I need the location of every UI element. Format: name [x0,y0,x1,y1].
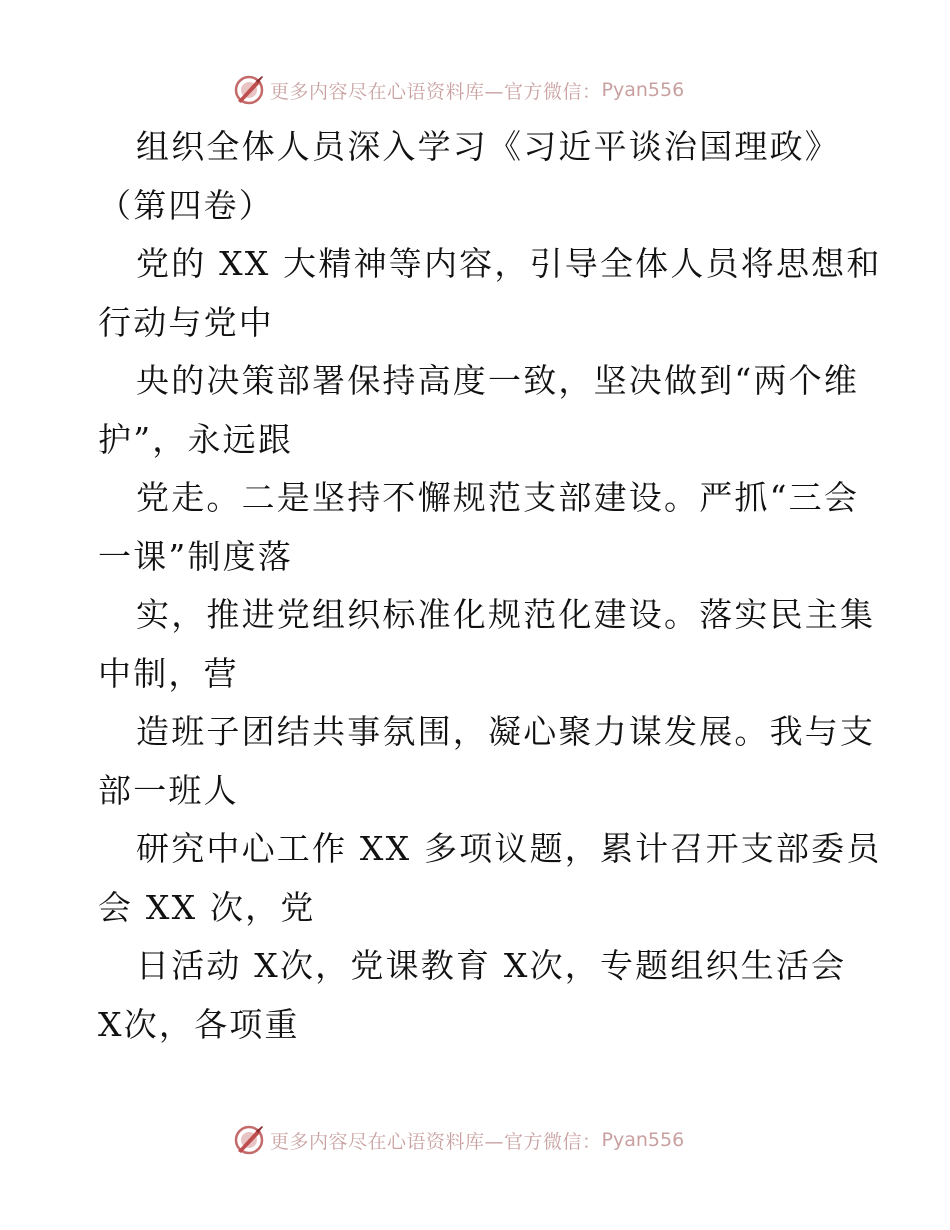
quill-logo-icon [232,1123,266,1157]
watermark-wechat-id: Pyan556 [601,1129,685,1151]
watermark-wechat-id: Pyan556 [601,79,685,101]
text-line: 日活动 X次，党课教育 X次，专题组织生活会 [136,946,847,985]
text-line: X次，各项重 [98,1004,300,1044]
text-line: 党的 XX 大精神等内容，引导全体人员将思想和 [136,244,882,283]
header-watermark [232,70,684,110]
footer-watermark [232,1120,684,1160]
text-line: 实，推进党组织标准化规范化建设。落实民主集 [136,595,876,634]
text-line: （第四卷） [98,185,274,225]
text-line: 党走。二是坚持不懈规范支部建设。严抓“三会 [136,478,860,517]
text-line: 护”，永远跟 [98,419,294,459]
text-line: 中制，营 [98,653,239,693]
text-line: 一课”制度落 [98,536,294,576]
text-line: 部一班人 [98,770,239,810]
text-line: 组织全体人员深入学习《习近平谈治国理政》 [136,127,840,166]
watermark-text: 更多内容尽在心语资料库—官方微信： [270,80,602,103]
text-line: 行动与党中 [98,302,274,342]
text-line: 会 XX 次，党 [98,887,316,927]
document-body [98,118,882,1054]
text-line: 研究中心工作 XX 多项议题，累计召开支部委员 [136,829,882,868]
text-line: 造班子团结共事氛围，凝心聚力谋发展。我与支 [136,712,876,751]
watermark-text: 更多内容尽在心语资料库—官方微信： [270,1130,602,1153]
text-line: 央的决策部署保持高度一致，坚决做到“两个维 [136,361,860,400]
quill-logo-icon [232,73,266,107]
